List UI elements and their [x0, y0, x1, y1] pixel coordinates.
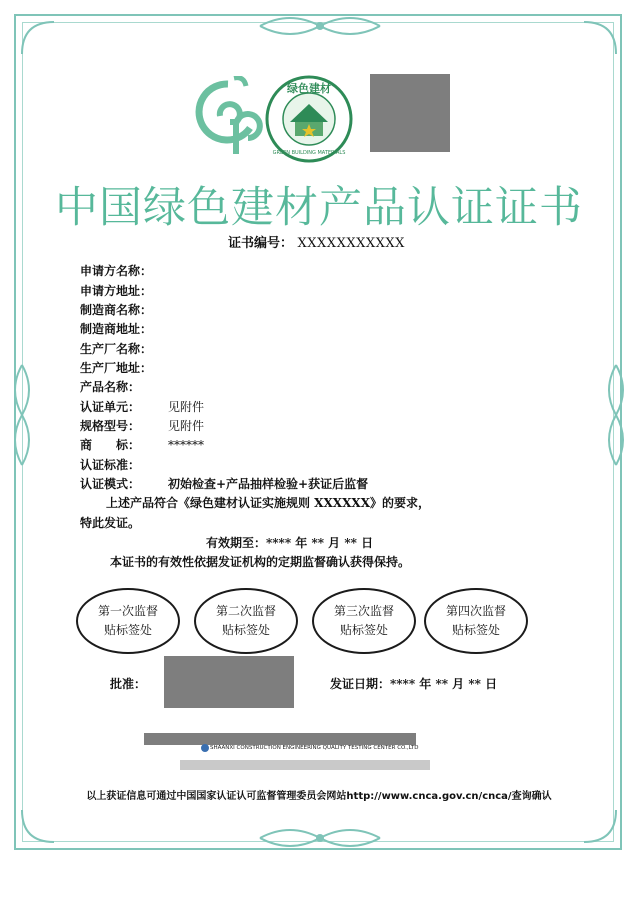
field-product-name	[80, 378, 168, 395]
redacted-issuer-name	[144, 733, 416, 745]
issue-date: 发证日期：**** 年 ** 月 ** 日	[330, 677, 498, 691]
stamp-line-2: 贴标签处	[103, 623, 152, 637]
field-trademark	[80, 436, 204, 453]
supervision-stamp-1	[76, 588, 180, 654]
field-value: ******	[168, 438, 204, 452]
redacted-issuer-address	[180, 760, 430, 770]
field-certification-unit	[80, 398, 204, 415]
corner-ornament-br	[580, 806, 620, 846]
field-label: 制造商名称：	[80, 303, 153, 317]
field-standard	[80, 456, 168, 473]
certificate-title: 中国绿色建材产品认证证书	[55, 183, 583, 233]
stamp-line-1: 第二次监督	[215, 604, 276, 618]
field-certification-mode	[80, 475, 368, 492]
field-value: 初始检查+产品抽样检验+获证后监督	[168, 477, 369, 491]
redacted-logo	[370, 74, 450, 152]
stamp-line-2: 贴标签处	[221, 623, 270, 637]
stamp-line-1: 第三次监督	[333, 604, 394, 618]
stamp-line-2: 贴标签处	[339, 623, 388, 637]
cgp-logo	[190, 76, 266, 160]
field-label: 生产厂地址：	[80, 361, 153, 375]
field-label: 商 标：	[80, 438, 141, 452]
field-label: 规格型号：	[80, 419, 141, 433]
corner-ornament-tl	[18, 18, 58, 58]
field-label: 生产厂名称：	[80, 342, 153, 356]
validity-date: 有效期至：**** 年 ** 月 ** 日	[206, 536, 374, 550]
supervision-stamp-2	[194, 588, 298, 654]
issuer-mark-icon	[200, 743, 210, 753]
cert-no-label: 证书编号：	[228, 236, 294, 251]
left-ornament	[8, 360, 36, 470]
validity-note: 本证书的有效性依据发证机构的定期监督确认获得保持。	[110, 555, 411, 569]
field-value: 见附件	[168, 419, 205, 433]
certificate-number	[228, 232, 405, 251]
seal-text-top: 绿色建材	[287, 82, 331, 95]
field-label: 制造商地址：	[80, 322, 153, 336]
verification-note: 以上获证信息可通过中国国家认证认可监督管理委员会网站http://www.cnca.gov.cn/cnca/查询确认	[86, 791, 552, 802]
field-factory-address	[80, 359, 168, 376]
field-applicant-address	[80, 282, 168, 299]
field-label: 认证单元：	[80, 400, 141, 414]
field-factory-name	[80, 340, 168, 357]
field-manufacturer-name	[80, 301, 168, 318]
approve-label: 批准：	[110, 677, 147, 691]
right-ornament	[602, 360, 630, 470]
redacted-signature	[164, 656, 294, 708]
field-manufacturer-address	[80, 320, 168, 337]
seal-text-bottom: GREEN BUILDING MATERIALS	[272, 150, 346, 156]
supervision-stamp-3	[312, 588, 416, 654]
field-label: 申请方地址：	[80, 284, 153, 298]
field-model	[80, 417, 204, 434]
statement-line-2: 特此发证。	[80, 516, 141, 530]
field-applicant-name	[80, 262, 168, 279]
cert-no-value: XXXXXXXXXXX	[297, 236, 405, 251]
corner-ornament-bl	[18, 806, 58, 846]
stamp-line-1: 第一次监督	[97, 604, 158, 618]
field-label: 认证标准：	[80, 458, 141, 472]
field-label: 申请方名称：	[80, 264, 153, 278]
issuer-english-name: SHAANXI CONSTRUCTION ENGINEERING QUALITY TESTING CENTER CO.,LTD	[210, 745, 419, 751]
field-value: 见附件	[168, 400, 205, 414]
field-label: 认证模式：	[80, 477, 141, 491]
bottom-ornament	[250, 822, 390, 854]
corner-ornament-tr	[580, 18, 620, 58]
stamp-line-2: 贴标签处	[451, 623, 500, 637]
supervision-stamp-4	[424, 588, 528, 654]
statement-line-1: 上述产品符合《绿色建材认证实施规则 XXXXXX》的要求，	[106, 496, 431, 510]
stamp-line-1: 第四次监督	[445, 604, 506, 618]
top-ornament	[250, 10, 390, 42]
field-label: 产品名称：	[80, 380, 141, 394]
green-building-materials-seal	[264, 74, 354, 164]
